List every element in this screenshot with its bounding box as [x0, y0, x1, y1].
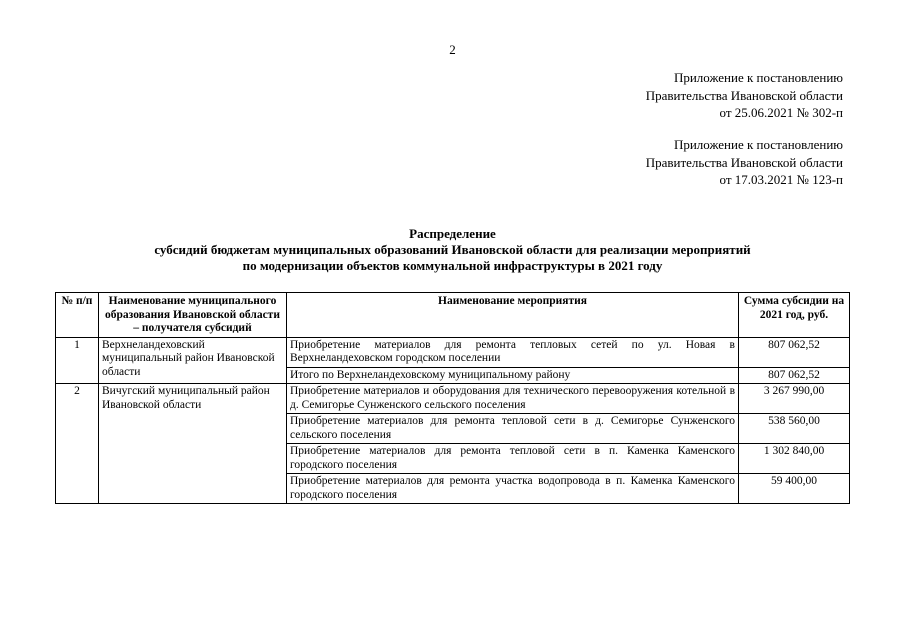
- title-line-3: по модернизации объектов коммунальной инфраструктуры в 2021 году: [242, 258, 663, 273]
- table-header-row: [56, 293, 850, 338]
- subsidy-table: [55, 292, 850, 504]
- row-event: Приобретение материалов и оборудования для технического перевооружения котельной в д. Семигорье Сунженского сельского поселения: [287, 384, 739, 414]
- appendix-previous-block: [646, 136, 843, 189]
- row-sum: 1 302 840,00: [739, 444, 850, 474]
- row-num: 1: [56, 337, 99, 384]
- row-sum-total: 807 062,52: [739, 367, 850, 384]
- row-event: Приобретение материалов для ремонта тепловой сети в д. Семигорье Сунженского сельского поселения: [287, 414, 739, 444]
- appendix-previous-line-2: Правительства Ивановской области: [645, 154, 843, 170]
- row-sum: 59 400,00: [739, 474, 850, 504]
- row-event: Приобретение материалов для ремонта участка водопровода в п. Каменка Каменского городского поселения: [287, 474, 739, 504]
- appendix-previous-line-1: Приложение к постановлению: [673, 137, 843, 152]
- header-sum: Сумма субсидии на 2021 год, руб.: [739, 293, 850, 338]
- row-municipality: Верхнеландеховский муниципальный район Ивановской области: [99, 337, 287, 384]
- row-num: 2: [56, 384, 99, 504]
- row-municipality: Вичугский муниципальный район Ивановской области: [99, 384, 287, 504]
- row-event: Приобретение материалов для ремонта тепловых сетей по ул. Новая в Верхнеландеховском городском поселении: [287, 337, 739, 367]
- appendix-current-line-2: Правительства Ивановской области: [645, 87, 843, 103]
- table-row: [56, 337, 850, 367]
- title-line-1: Распределение: [409, 226, 496, 241]
- appendix-current-line-1: Приложение к постановлению: [673, 70, 843, 85]
- row-sum: 538 560,00: [739, 414, 850, 444]
- appendix-current-line-3: от 25.06.2021 № 302-п: [719, 105, 843, 120]
- header-municipality: Наименование муниципального образования Ивановской области – получателя субсидий: [99, 293, 287, 338]
- title-line-2: субсидий бюджетам муниципальных образований Ивановской области для реализации мероприятий: [154, 242, 751, 257]
- header-num: № п/п: [56, 293, 99, 338]
- document-title: [0, 226, 905, 274]
- table-row: [56, 384, 850, 414]
- header-event: Наименование мероприятия: [287, 293, 739, 338]
- row-event-total: Итого по Верхнеландеховскому муниципальному району: [287, 367, 739, 384]
- appendix-previous-line-3: от 17.03.2021 № 123-п: [719, 172, 843, 187]
- page-number: 2: [449, 42, 456, 57]
- appendix-current-block: [646, 69, 843, 122]
- row-event: Приобретение материалов для ремонта тепловой сети в п. Каменка Каменского городского поселения: [287, 444, 739, 474]
- row-sum: 3 267 990,00: [739, 384, 850, 414]
- row-sum: 807 062,52: [739, 337, 850, 367]
